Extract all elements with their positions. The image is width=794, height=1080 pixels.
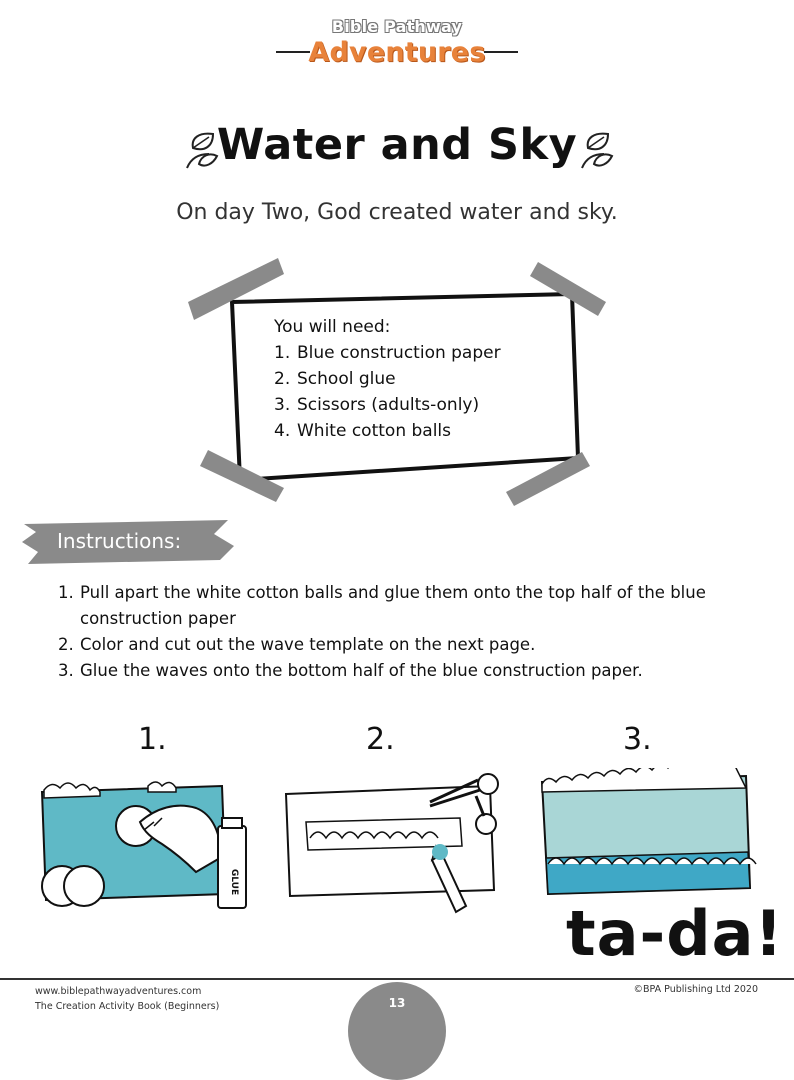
footer-website: www.biblepathwayadventures.com (35, 986, 202, 997)
logo-top-text: Bible Pathway (331, 17, 463, 36)
step2-illustration (280, 766, 524, 926)
step-number: 2. (58, 635, 74, 654)
page-number: 13 (388, 996, 406, 1010)
list-item (274, 366, 501, 392)
tada-text: ta-da! (566, 897, 784, 970)
list-item (58, 580, 748, 632)
list-number: 4. (274, 421, 291, 441)
list-number: 2. (274, 369, 291, 389)
step-text: Glue the waves onto the bottom half of the blue construction paper. (80, 661, 643, 680)
footer-left (35, 984, 219, 1014)
step-number: 1. (58, 583, 74, 602)
leaf-right-icon (578, 128, 614, 172)
picture-label-2: 2. (366, 722, 395, 757)
supplies-list (274, 314, 501, 444)
page-title: Water and Sky (216, 120, 578, 170)
step3-illustration (536, 768, 758, 900)
footer-book-title: The Creation Activity Book (Beginners) (35, 1001, 220, 1012)
list-item (58, 632, 748, 658)
glue-label: GLUE (229, 868, 239, 896)
list-item (274, 418, 501, 444)
list-number: 3. (274, 395, 291, 415)
footer-rule (0, 978, 794, 980)
supplies-heading: You will need: (274, 317, 391, 337)
instruction-steps (58, 580, 748, 684)
list-text: Blue construction paper (297, 343, 501, 363)
list-text: School glue (297, 369, 396, 389)
subtitle: On day Two, God created water and sky. (176, 200, 618, 225)
logo-main-text: Adventures (308, 37, 486, 68)
instructions-heading: Instructions: (57, 529, 182, 553)
list-item (58, 658, 748, 684)
picture-label-3: 3. (623, 722, 652, 757)
list-text: Scissors (adults-only) (297, 395, 480, 415)
step-number: 3. (58, 661, 74, 680)
list-item (274, 392, 501, 418)
list-item (274, 340, 501, 366)
list-number: 1. (274, 343, 291, 363)
list-text: White cotton balls (297, 421, 452, 441)
footer-copyright: ©BPA Publishing Ltd 2020 (633, 984, 758, 995)
step-text: Color and cut out the wave template on the next page. (80, 635, 536, 654)
picture-label-1: 1. (138, 722, 167, 757)
step-text: Pull apart the white cotton balls and glue them onto the top half of the blue construction paper (80, 583, 706, 628)
step1-illustration (36, 778, 256, 914)
